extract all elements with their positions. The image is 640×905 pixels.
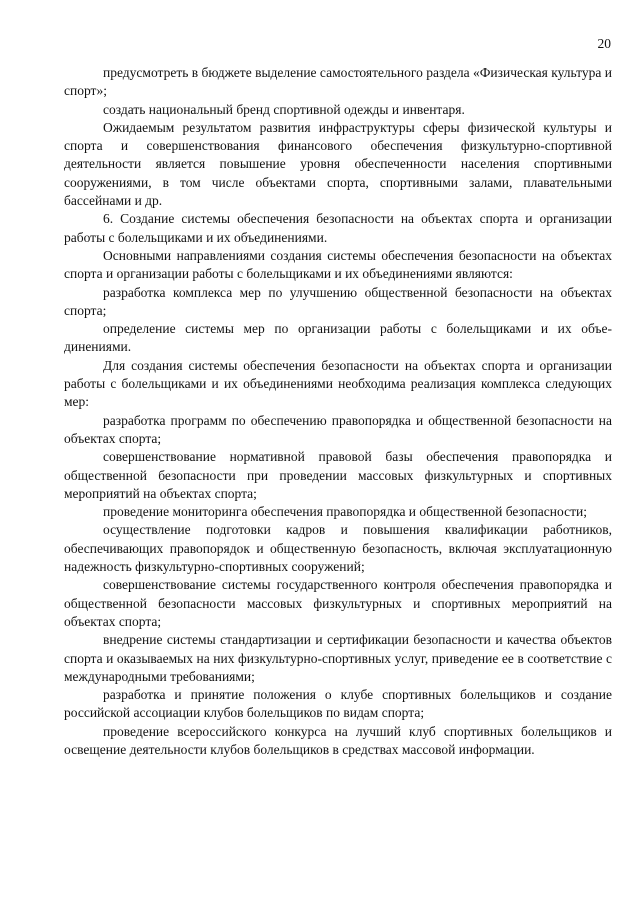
paragraph: Основными направлениями создания системы обеспечения безопасности на объектах спорта и организации работы с болельщиками и их объединениями являются: [64,247,612,282]
paragraph: Ожидаемым результатом развития инфраструктуры сферы физической культуры и спорта и совершенствования финансового обеспечения физкультурно-спортивной деятельности является повышение уровня обеспеченности населения спортивными сооружениями, в том числе объектами спорта, спортивными залами, плавательными бассейнами и др. [64,119,612,209]
page-number: 20 [597,36,611,51]
paragraph: Для создания системы обеспечения безопасности на объектах спорта и организации работы с болельщиками и их объединениями необходима реализация комплекса следующих мер: [64,357,612,410]
list-item: совершенствование системы государственного контроля обеспечения правопорядка и общественной безопасности массовых физкультурных и спортивных мероприятий на объектах спорта; [64,577,612,629]
list-item: разработка программ по обеспечению правопорядка и общественной безопасности на объектах спорта; [64,412,612,446]
paragraph: предусмотреть в бюджете выделение самостоятельного раздела «Физическая культура и спорт»; [64,65,612,99]
section-heading-paragraph: 6. Создание системы обеспечения безопасности на объектах спорта и организации работы с болельщиками и их объединениями. [64,211,612,245]
list-item: разработка комплекса мер по улучшению общественной безопасности на объектах спорта; [64,284,612,318]
list-item: внедрение системы стандартизации и сертификации безопасности и качества объектов спорта и оказываемых на них физкультурно-спортивных услуг, приведение ее в соответствие с международными требованиями; [64,632,612,684]
list-item: разработка и принятие положения о клубе спортивных болельщиков и создание российской ассоциации клубов болельщиков по видам спорта; [64,687,612,721]
paragraph: создать национальный бренд спортивной одежды и инвентаря. [103,101,465,117]
document-body [64,64,612,759]
list-item: проведение всероссийского конкурса на лучший клуб спортивных болельщиков и освещение деятельности клубов болельщиков в средствах массовой информации. [64,723,612,757]
list-item: совершенствование нормативной правовой базы обеспечения правопорядка и общественной безопасности при проведении массовых физкультурных и спортивных мероприятий на объектах спорта; [64,449,612,501]
list-item: осуществление подготовки кадров и повышения квалификации работников, обеспечивающих правопорядок и общественную безопасность, включая эксплуатационную надежность физкультурно-спортивных сооружений; [64,522,612,575]
list-item: определение системы мер по организации работы с болельщиками и их объединениями. [64,321,612,355]
list-item: проведение мониторинга обеспечения правопорядка и общественной безопасности; [103,504,587,520]
